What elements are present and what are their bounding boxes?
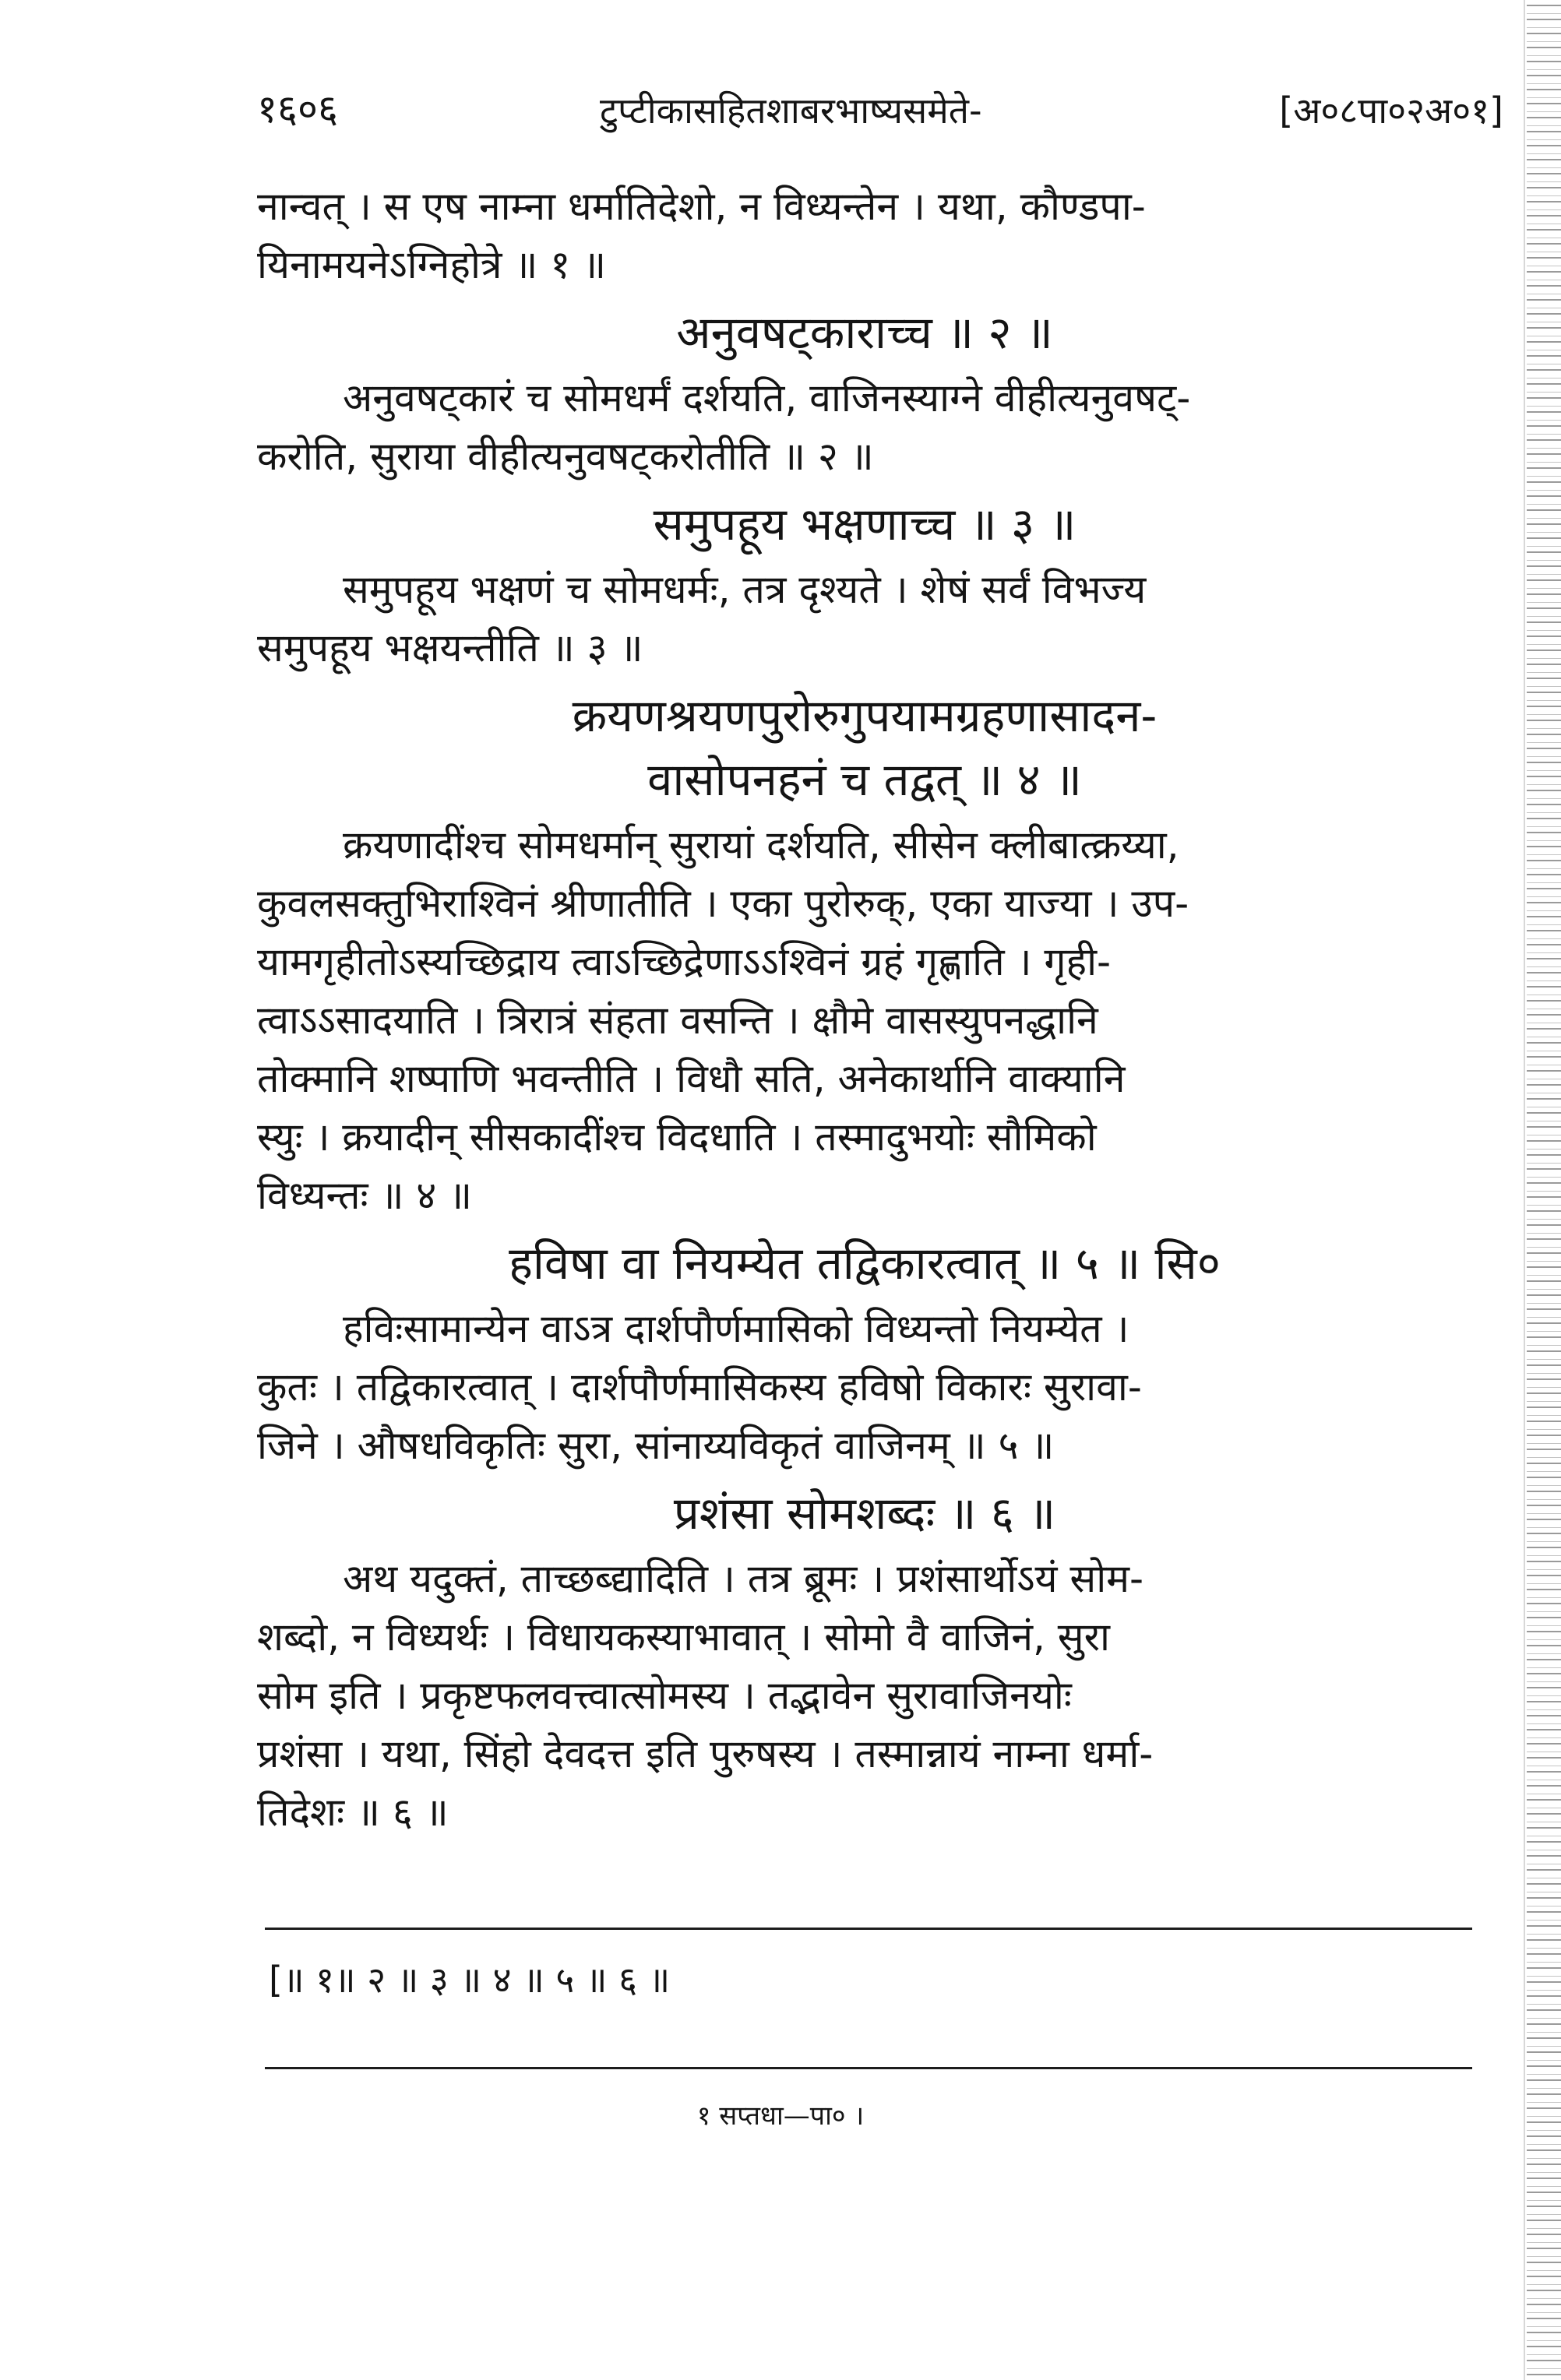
page-edge [1527, 0, 1561, 2380]
sutra-heading: अनुवषट्काराच्च ॥ २ ॥ [676, 306, 1053, 359]
page-header [257, 81, 1503, 143]
commentary-paragraph: नान्वत् । स एष नाम्ना धर्मातिदेशो, न विध्यन्तेन । यथा, कौण्डपा- यिनामयनेऽग्निहोत्रे ॥ १ ॥ [257, 184, 1146, 287]
divider-rule [265, 1928, 1472, 1930]
sutra-heading: क्रयणश्रयणपुरोरुगुपयामग्रहणासादन- वासोपनहनं च तद्वत् ॥ ४ ॥ [572, 689, 1158, 806]
sutra-index: [॥ १॥ २ ॥ ३ ॥ ४ ॥ ५ ॥ ६ ॥ [269, 1959, 671, 2001]
commentary-paragraph: समुपहूय भक्षणं च सोमधर्मः, तत्र दृश्यते । शेषं सर्वं विभज्य समुपहूय भक्षयन्तीति ॥ ३ ॥ [257, 567, 1147, 671]
page-number: १६०६ [257, 86, 338, 132]
commentary-paragraph: क्रयणादींश्च सोमधर्मान् सुरायां दर्शयति, सीसेन क्लीबात्क्रय्या, कुवलसक्तुभिराश्विनं श्रीणातीति । एका पुरोरुक्, एका याज्या । उप- यामगृहीतोऽस्यच्छिद्राय त्वाऽच्छिद्रेणाऽऽश्विनं ग्रहं गृह्णाति । गृही- त्वाऽऽसादयाति । त्रिरात्रं संहता वसन्ति । क्षौमे वासस्युपनद्धानि तोक्मानि शष्पाणि भवन्तीति । विधौ सति, अनेकार्थानि वाक्यानि स्युः । क्रयादीन् सीसकादींश्च विदधाति । तस्मादुभयोः सौमिको विध्यन्तः ॥ ४ ॥ [257, 822, 1189, 1218]
footnote: १ सप्तधा—पा० । [696, 2100, 865, 2132]
sutra-heading: समुपहूय भक्षणाच्च ॥ ३ ॥ [653, 498, 1076, 551]
section-reference: [अ०८पा०२अ०१] [1279, 90, 1503, 132]
body-text [257, 178, 1472, 1842]
running-title: टुप्टीकासहितशाबरभाष्यसमेते- [600, 90, 982, 132]
sutra-heading: प्रशंसा सोमशब्दः ॥ ६ ॥ [673, 1487, 1056, 1540]
sutra-heading: हविषा वा नियम्येत तद्विकारत्वात् ॥ ५ ॥ सि० [509, 1237, 1221, 1290]
commentary-paragraph: हविःसामान्येन वाऽत्र दार्शपौर्णमासिको विध्यन्तो नियम्येत । कुतः । तद्विकारत्वात् । दार्शपौर्णमासिकस्य हविषो विकारः सुरावा- जिने । औषधविकृतिः सुरा, सांनाय्यविकृतं वाजिनम् ॥ ५ ॥ [257, 1306, 1142, 1468]
page-edge-line [1524, 0, 1525, 2380]
divider-rule [265, 2067, 1472, 2069]
commentary-paragraph: अनुवषट्कारं च सोमधर्मं दर्शयति, वाजिनस्याग्ने वीहीत्यनुवषट्- करोति, सुराया वीहीत्यनुवषट्करोतीति ॥ २ ॥ [257, 375, 1191, 479]
commentary-paragraph: अथ यदुक्तं, ताच्छब्द्यादिति । तत्र ब्रूमः । प्रशंसार्थोऽयं सोम- शब्दो, न विध्यर्थः । विधायकस्याभावात् । सोमो वै वाजिनं, सुरा सोम इति । प्रकृष्टफलवत्त्वात्सोमस्य । तद्भावेन सुरावाजिनयोः प्रशंसा । यथा, सिंहो देवदत्त इति पुरुषस्य । तस्मान्नायं नाम्ना धर्मा- तिदेशः ॥ ६ ॥ [257, 1556, 1154, 1835]
